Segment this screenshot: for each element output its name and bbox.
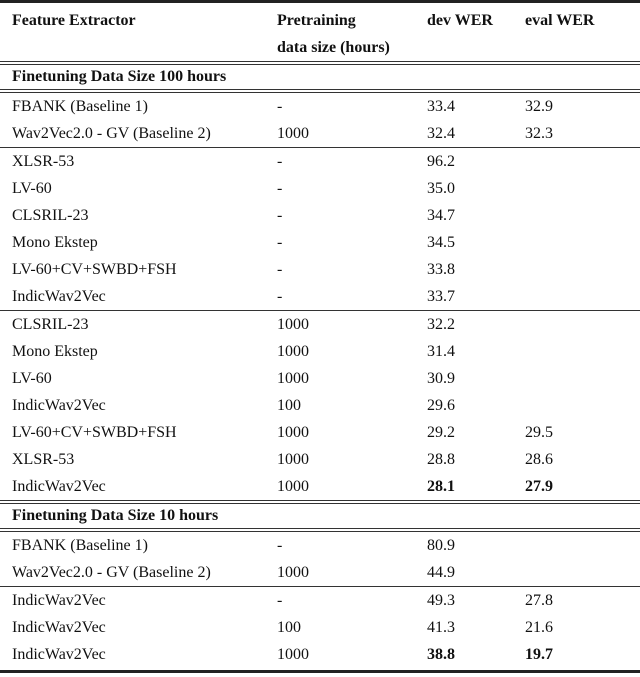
cell-eval-wer: 32.9: [525, 98, 553, 115]
cell-feature-extractor: FBANK (Baseline 1): [12, 98, 148, 115]
header-row-2: [0, 34, 640, 61]
cell-feature-extractor: Wav2Vec2.0 - GV (Baseline 2): [12, 564, 211, 581]
table-row: [0, 229, 640, 256]
table-row: [0, 120, 640, 147]
cell-dev-wer: 34.5: [427, 234, 455, 251]
cell-dev-wer: 41.3: [427, 619, 455, 636]
table-body: [0, 61, 640, 668]
header-pretraining: Pretraining: [277, 12, 356, 29]
cell-eval-wer: 27.9: [525, 478, 553, 495]
section-title: Finetuning Data Size 10 hours: [12, 507, 219, 524]
table-row: [0, 559, 640, 586]
cell-eval-wer: 32.3: [525, 125, 553, 142]
header-pretraining-size: data size (hours): [277, 39, 390, 56]
cell-pretraining-size: -: [277, 537, 283, 554]
section-header: [0, 504, 640, 528]
cell-pretraining-size: 1000: [277, 125, 309, 142]
cell-dev-wer: 44.9: [427, 564, 455, 581]
header-row: [0, 7, 640, 34]
cell-pretraining-size: -: [277, 261, 283, 278]
table-row: [0, 365, 640, 392]
cell-dev-wer: 33.7: [427, 288, 455, 305]
cell-feature-extractor: LV-60+CV+SWBD+FSH: [12, 424, 177, 441]
cell-feature-extractor: Mono Ekstep: [12, 343, 98, 360]
table-row: [0, 614, 640, 641]
cell-dev-wer: 96.2: [427, 153, 455, 170]
table-row: [0, 587, 640, 614]
cell-feature-extractor: XLSR-53: [12, 451, 75, 468]
cell-pretraining-size: -: [277, 98, 283, 115]
header-feature-extractor: Feature Extractor: [12, 12, 136, 29]
cell-pretraining-size: -: [277, 234, 283, 251]
cell-dev-wer: 80.9: [427, 537, 455, 554]
cell-pretraining-size: 1000: [277, 564, 309, 581]
table-row: [0, 446, 640, 473]
header-dev-wer: dev WER: [427, 12, 493, 29]
cell-eval-wer: 21.6: [525, 619, 553, 636]
cell-pretraining-size: 1000: [277, 478, 309, 495]
table-row: [0, 641, 640, 668]
cell-feature-extractor: LV-60: [12, 370, 52, 387]
cell-feature-extractor: IndicWav2Vec: [12, 646, 106, 663]
cell-pretraining-size: 1000: [277, 343, 309, 360]
cell-feature-extractor: IndicWav2Vec: [12, 592, 106, 609]
cell-dev-wer: 33.8: [427, 261, 455, 278]
cell-feature-extractor: IndicWav2Vec: [12, 288, 106, 305]
table-row: [0, 338, 640, 365]
cell-pretraining-size: 1000: [277, 370, 309, 387]
cell-feature-extractor: LV-60: [12, 180, 52, 197]
table-row: [0, 532, 640, 559]
cell-pretraining-size: 1000: [277, 451, 309, 468]
cell-pretraining-size: 1000: [277, 316, 309, 333]
table-row: [0, 473, 640, 500]
cell-dev-wer: 28.1: [427, 478, 455, 495]
cell-pretraining-size: 1000: [277, 424, 309, 441]
cell-dev-wer: 34.7: [427, 207, 455, 224]
cell-dev-wer: 29.6: [427, 397, 455, 414]
table-row: [0, 93, 640, 120]
section-title: Finetuning Data Size 100 hours: [12, 68, 227, 85]
cell-feature-extractor: IndicWav2Vec: [12, 478, 106, 495]
table-row: [0, 283, 640, 310]
cell-eval-wer: 29.5: [525, 424, 553, 441]
cell-pretraining-size: -: [277, 207, 283, 224]
table-row: [0, 256, 640, 283]
table-row: [0, 202, 640, 229]
cell-feature-extractor: XLSR-53: [12, 153, 75, 170]
cell-feature-extractor: CLSRIL-23: [12, 207, 89, 224]
cell-feature-extractor: Wav2Vec2.0 - GV (Baseline 2): [12, 125, 211, 142]
cell-dev-wer: 30.9: [427, 370, 455, 387]
bottom-rule: [0, 670, 640, 673]
cell-dev-wer: 35.0: [427, 180, 455, 197]
section-header: [0, 65, 640, 89]
cell-dev-wer: 29.2: [427, 424, 455, 441]
cell-dev-wer: 32.4: [427, 125, 455, 142]
cell-pretraining-size: -: [277, 180, 283, 197]
table-row: [0, 419, 640, 446]
cell-pretraining-size: 100: [277, 397, 301, 414]
cell-dev-wer: 32.2: [427, 316, 455, 333]
table-header: [0, 3, 640, 61]
cell-eval-wer: 27.8: [525, 592, 553, 609]
cell-dev-wer: 31.4: [427, 343, 455, 360]
header-eval-wer: eval WER: [525, 12, 595, 29]
cell-pretraining-size: 100: [277, 619, 301, 636]
cell-eval-wer: 19.7: [525, 646, 553, 663]
cell-pretraining-size: 1000: [277, 646, 309, 663]
cell-feature-extractor: IndicWav2Vec: [12, 397, 106, 414]
cell-feature-extractor: Mono Ekstep: [12, 234, 98, 251]
table-row: [0, 311, 640, 338]
cell-dev-wer: 28.8: [427, 451, 455, 468]
cell-pretraining-size: -: [277, 153, 283, 170]
cell-dev-wer: 33.4: [427, 98, 455, 115]
cell-dev-wer: 38.8: [427, 646, 455, 663]
table-row: [0, 148, 640, 175]
cell-dev-wer: 49.3: [427, 592, 455, 609]
cell-feature-extractor: CLSRIL-23: [12, 316, 89, 333]
cell-pretraining-size: -: [277, 592, 283, 609]
cell-feature-extractor: IndicWav2Vec: [12, 619, 106, 636]
cell-pretraining-size: -: [277, 288, 283, 305]
cell-feature-extractor: FBANK (Baseline 1): [12, 537, 148, 554]
table-row: [0, 392, 640, 419]
cell-eval-wer: 28.6: [525, 451, 553, 468]
table-row: [0, 175, 640, 202]
cell-feature-extractor: LV-60+CV+SWBD+FSH: [12, 261, 177, 278]
